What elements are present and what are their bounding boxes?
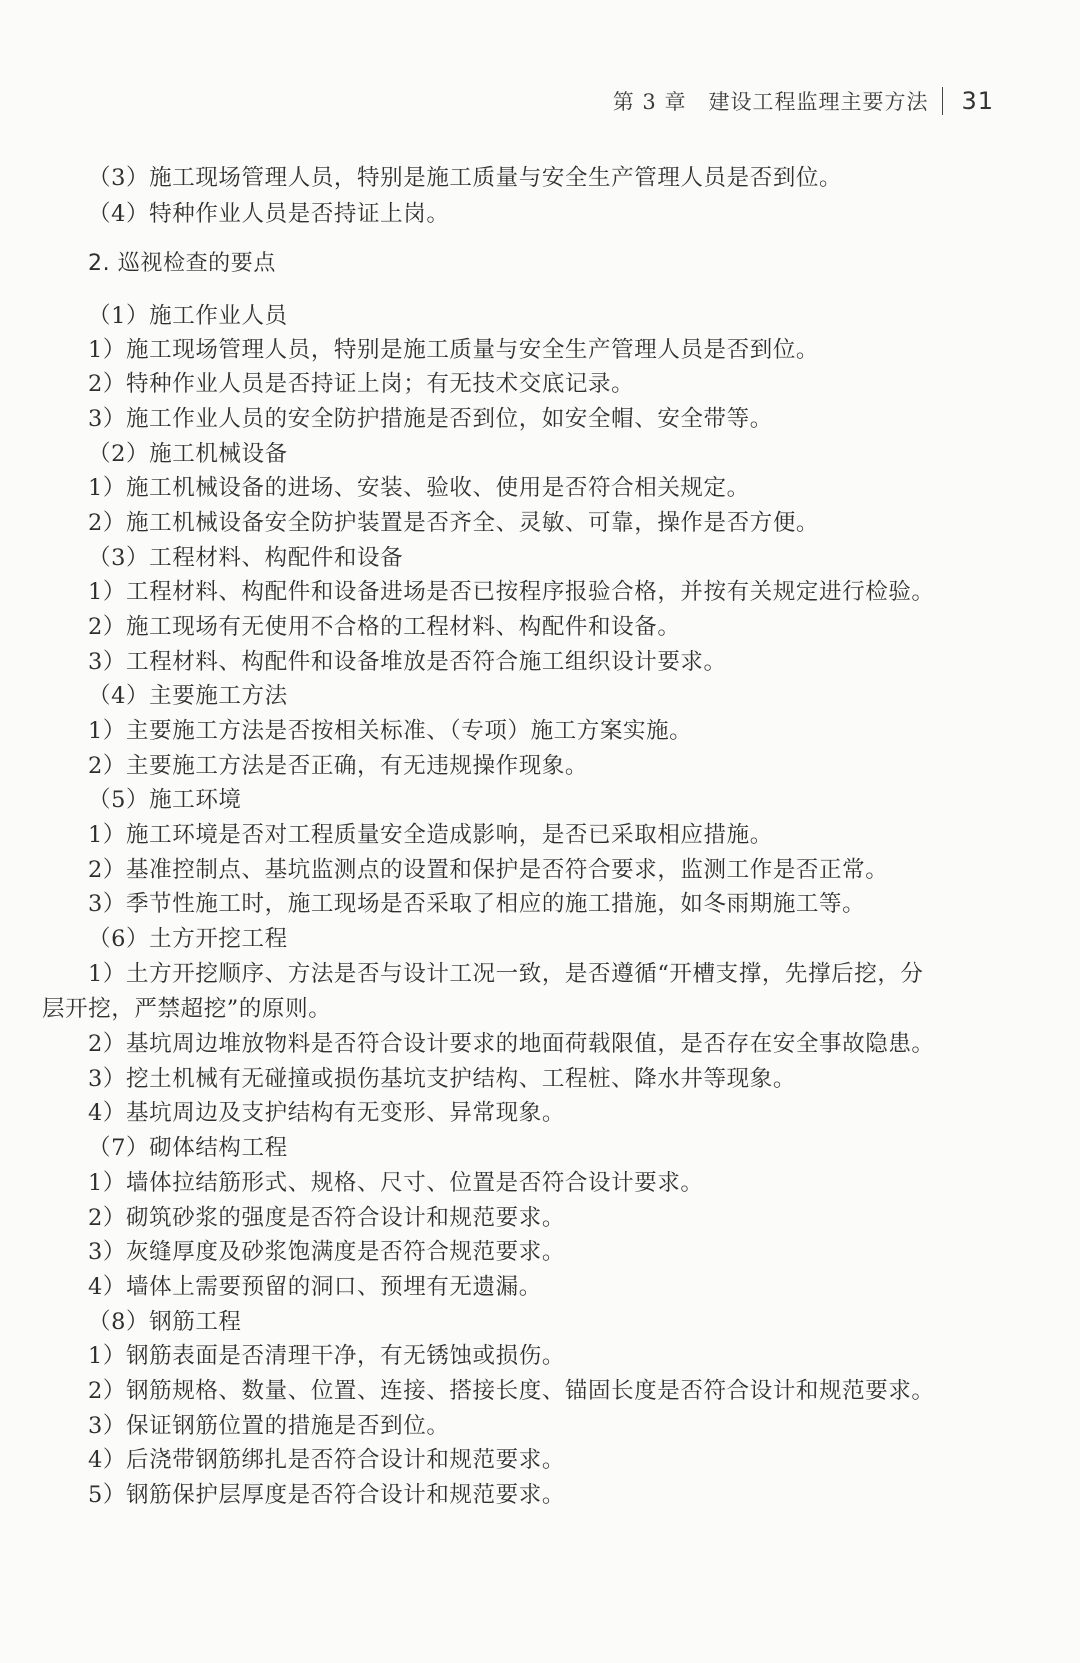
text-line: （4）主要施工方法 <box>88 683 288 709</box>
text-line: 1）主要施工方法是否按相关标准、（专项）施工方案实施。 <box>88 718 693 744</box>
text-line: （8）钢筋工程 <box>88 1309 242 1335</box>
text-line: 3）季节性施工时，施工现场是否采取了相应的施工措施，如冬雨期施工等。 <box>88 891 866 917</box>
text-line: 2）基准控制点、基坑监测点的设置和保护是否符合要求，监测工作是否正常。 <box>88 857 889 883</box>
text-line: 3）工程材料、构配件和设备堆放是否符合施工组织设计要求。 <box>88 649 727 675</box>
text-line: 2）主要施工方法是否正确，有无违规操作现象。 <box>88 753 589 779</box>
text-line: （3）工程材料、构配件和设备 <box>88 545 404 571</box>
text-line: 2）基坑周边堆放物料是否符合设计要求的地面荷载限值，是否存在安全事故隐患。 <box>88 1031 935 1057</box>
text-line: 3）挖土机械有无碰撞或损伤基坑支护结构、工程桩、降水井等现象。 <box>88 1066 796 1092</box>
text-line: （2）施工机械设备 <box>88 441 288 467</box>
text-line: （6）土方开挖工程 <box>88 926 288 952</box>
text-line: 4）后浇带钢筋绑扎是否符合设计和规范要求。 <box>88 1447 565 1473</box>
text-line: （1）施工作业人员 <box>88 303 288 329</box>
chapter-title: 建设工程监理主要方法 <box>708 90 929 114</box>
text-line: 2）特种作业人员是否持证上岗；有无技术交底记录。 <box>88 371 635 397</box>
text-line: 2）钢筋规格、数量、位置、连接、搭接长度、锚固长度是否符合设计和规范要求。 <box>88 1378 935 1404</box>
text-line: 1）施工环境是否对工程质量安全造成影响，是否已采取相应措施。 <box>88 822 773 848</box>
text-line: 5）钢筋保护层厚度是否符合设计和规范要求。 <box>88 1482 565 1508</box>
text-line: 1）施工现场管理人员，特别是施工质量与安全生产管理人员是否到位。 <box>88 337 820 363</box>
text-line: 2）施工机械设备安全防护装置是否齐全、灵敏、可靠，操作是否方便。 <box>88 510 820 536</box>
chapter-number: 第 3 章 <box>612 90 687 114</box>
page-number: 31 <box>961 87 994 115</box>
text-line: 1）施工机械设备的进场、安装、验收、使用是否符合相关规定。 <box>88 475 750 501</box>
text-line: 3）灰缝厚度及砂浆饱满度是否符合规范要求。 <box>88 1239 565 1265</box>
text-line: 4）墙体上需要预留的洞口、预埋有无遗漏。 <box>88 1274 542 1300</box>
text-line: 1）土方开挖顺序、方法是否与设计工况一致，是否遵循“开槽支撑，先撑后挖，分 <box>88 961 924 987</box>
text-line: 4）基坑周边及支护结构有无变形、异常现象。 <box>88 1100 565 1126</box>
text-line: 2）施工现场有无使用不合格的工程材料、构配件和设备。 <box>88 614 681 640</box>
running-header <box>613 86 994 116</box>
text-line-continuation: 层开挖，严禁超挖”的原则。 <box>42 996 332 1022</box>
text-line: 3）保证钢筋位置的措施是否到位。 <box>88 1413 450 1439</box>
text-line: 1）钢筋表面是否清理干净，有无锈蚀或损伤。 <box>88 1343 565 1369</box>
text-line: （7）砌体结构工程 <box>88 1135 288 1161</box>
text-line: （3）施工现场管理人员，特别是施工质量与安全生产管理人员是否到位。 <box>88 165 843 191</box>
text-line: 3）施工作业人员的安全防护措施是否到位，如安全帽、安全带等。 <box>88 406 773 432</box>
text-line: （4）特种作业人员是否持证上岗。 <box>88 201 450 227</box>
text-line: 1）工程材料、构配件和设备进场是否已按程序报验合格，并按有关规定进行检验。 <box>88 579 935 605</box>
header-divider <box>942 87 943 115</box>
section-heading: 2. 巡视检查的要点 <box>88 251 276 276</box>
text-line: 1）墙体拉结筋形式、规格、尺寸、位置是否符合设计要求。 <box>88 1170 704 1196</box>
text-line: （5）施工环境 <box>88 787 242 813</box>
text-line: 2）砌筑砂浆的强度是否符合设计和规范要求。 <box>88 1205 565 1231</box>
